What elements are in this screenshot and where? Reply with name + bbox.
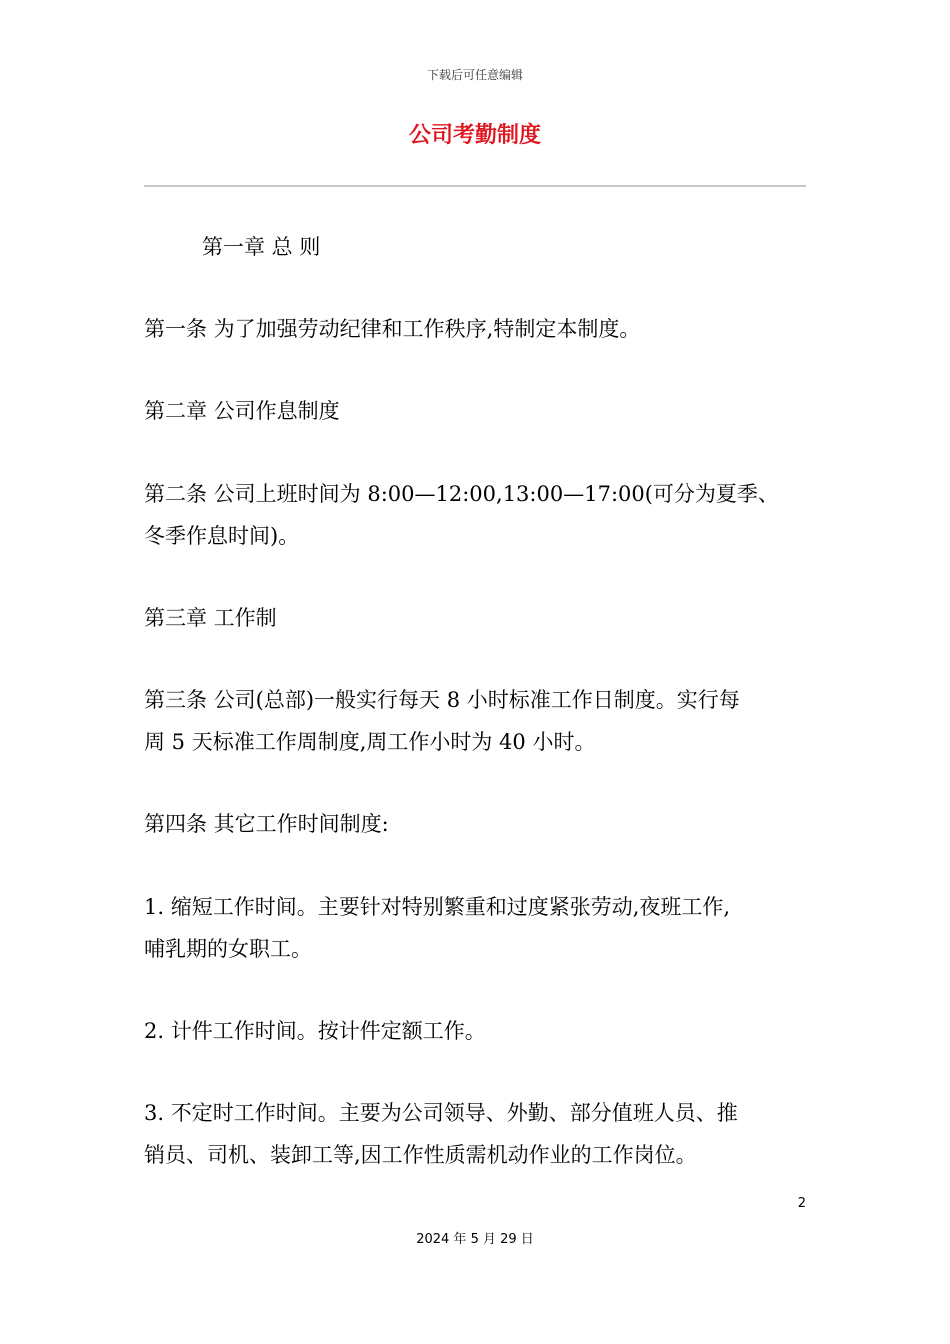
chapter-3-heading: 第三章 工作制 — [144, 606, 277, 630]
chapter-2-heading: 第二章 公司作息制度 — [144, 399, 340, 423]
item-3-line-2: 销员、司机、装卸工等,因工作性质需机动作业的工作岗位。 — [144, 1143, 697, 1167]
item-3-line-1: 3. 不定时工作时间。主要为公司领导、外勤、部分值班人员、推 — [144, 1101, 738, 1125]
article-4: 第四条 其它工作时间制度: — [144, 812, 389, 836]
header-note: 下载后可任意编辑 — [426, 68, 523, 82]
footer-date: 2024 年 5 月 29 日 — [416, 1232, 534, 1247]
article-3-line-2: 周 5 天标准工作周制度,周工作小时为 40 小时。 — [144, 730, 596, 754]
item-1-line-1: 1. 缩短工作时间。主要针对特别繁重和过度紧张劳动,夜班工作, — [144, 895, 731, 919]
item-1-line-2: 哺乳期的女职工。 — [144, 937, 312, 961]
page-number: 2 — [797, 1196, 806, 1211]
article-2-line-1: 第二条 公司上班时间为 8:00—12:00,13:00—17:00(可分为夏季、 — [144, 482, 779, 506]
item-2: 2. 计件工作时间。按计件定额工作。 — [144, 1019, 486, 1043]
document-title: 公司考勤制度 — [408, 123, 541, 148]
article-2-line-2: 冬季作息时间)。 — [144, 524, 300, 548]
chapter-1-heading: 第一章 总 则 — [202, 235, 321, 259]
article-1: 第一条 为了加强劳动纪律和工作秩序,特制定本制度。 — [144, 317, 641, 341]
article-3-line-1: 第三条 公司(总部)一般实行每天 8 小时标准工作日制度。实行每 — [144, 688, 740, 712]
title-divider — [144, 185, 806, 187]
